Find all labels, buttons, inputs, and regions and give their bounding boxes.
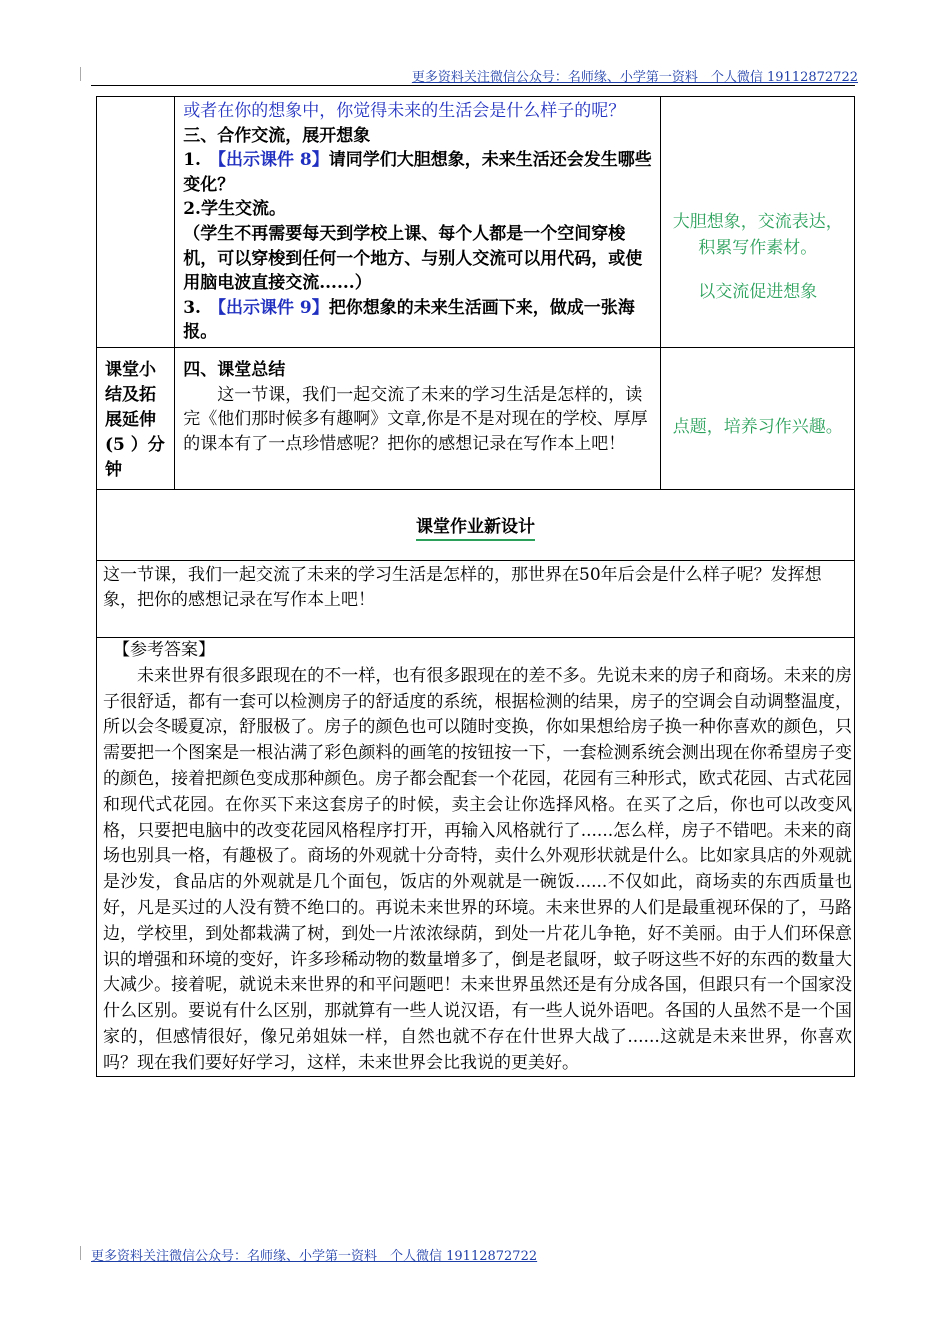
step-1-number: 1.	[183, 150, 201, 171]
intro-question: 或者在你的想象中，你觉得未来的生活会是什么样子的呢？	[183, 101, 626, 121]
header-rule	[91, 85, 855, 86]
slide-9-tag: 【出示课件 9】	[208, 297, 329, 318]
summary-label: 课堂小结及拓展延伸(5 ）分钟	[97, 347, 175, 489]
homework-text: 这一节课，我们一起交流了未来的学习生活是怎样的，那世界在50年后会是什么样子呢？发挥想象，把你的感想记录在写作本上吧！	[97, 560, 855, 637]
design-note-a: 大胆想象，交流表达，积累写作素材。	[672, 212, 843, 258]
step-3	[183, 296, 658, 345]
lesson-table	[96, 96, 855, 1077]
answer-cell	[97, 637, 855, 1077]
answer-text: 未来世界有很多跟现在的不一样，也有很多跟现在的差不多。先说未来的房子和商场。未来的房子很舒适，都有一套可以检测房子的舒适度的系统，根据检测的结果，房子的空调会自动调整温度，所以会冬暖夏凉，舒服极了。房子的颜色也可以随时变换，你如果想给房子换一种你喜欢的颜色，只需要把一个图案是一根沾满了彩色颜料的画笔的按钮按一下，一套检测系统会测出现在你希望房子变的颜色，接着把颜色变成那种颜色。房子都会配套一个花园，花园有三种形式，欧式花园、古式花园和现代式花园。在你买下来这套房子的时候，卖主会让你选择风格。在买了之后，你也可以改变风格，只要把电脑中的改变花园风格程序打开，再输入风格就行了......怎么样，房子不错吧。未来的商场也别具一格，有趣极了。商场的外观就十分奇特，卖什么外观形状就是什么。比如家具店的外观就是沙发，食品店的外观就是几个面包，饭店的外观就是一碗饭......不仅如此，商场卖的东西质量也好，凡是买过的人没有赞不绝口的。再说未来世界的环境。未来世界的人们是最重视环保的了，马路边，学校里，到处都栽满了树，到处一片浓浓绿荫，到处一片花儿争艳，好不美丽。由于人们环保意识的增强和环境的变好，许多珍稀动物的数量增多了，倒是老鼠呀，蚊子呀这些不好的东西的数量大大减少。接着呢，就说未来世界的和平问题吧！未来世界虽然还是有分成各国，但跟只有一个国家没什么区别。要说有什么区别，那就算有一些人说汉语，有一些人说外语吧。各国的人虽然不是一个国家的，但感情很好，像兄弟姐妹一样，自然也就不存在什世界大战了......这就是未来世界，你喜欢吗？现在我们要好好学习，这样，未来世界会比我说的更美好。	[103, 665, 852, 1073]
slide-8-tag: 【出示课件 8】	[208, 150, 329, 171]
step-3-text: 把你想象的未来生活画下来，做成一张海报。	[183, 297, 635, 343]
activity-content-cell	[175, 97, 661, 348]
summary-row	[97, 347, 855, 489]
homework-title-cell	[97, 489, 855, 560]
summary-text: 这一节课，我们一起交流了未来的学习生活是怎样的，读完《他们那时候多有趣啊》文章,你是不是对现在的学校、厚厚的课本有了一点珍惜感呢？把你的感想记录在写作本上吧！	[183, 384, 648, 454]
page-header[interactable]: 更多资料关注微信公众号：名师缘、小学第一资料 个人微信 19112872722	[411, 70, 858, 85]
homework-row	[97, 560, 855, 637]
page-footer[interactable]: 更多资料关注微信公众号：名师缘、小学第一资料 个人微信 19112872722	[91, 1249, 538, 1264]
homework-title-row	[97, 489, 855, 560]
activity-label-cell	[97, 97, 175, 348]
step-2: 2.学生交流。	[183, 199, 286, 220]
design-note-cell	[661, 97, 855, 348]
homework-title: 课堂作业新设计	[416, 517, 535, 541]
header-margin-mark	[80, 67, 81, 81]
summary-content-cell	[175, 347, 661, 489]
step-1-text: 请同学们大胆想象，未来生活还会发生哪些变化？	[183, 150, 652, 195]
step-2-detail: （学生不再需要每天到学校上课、每个人都是一个空间穿梭机，可以穿梭到任何一个地方、与别人交流可以用代码，或使用脑电波直接交流......）	[183, 223, 643, 294]
footer-margin-mark	[80, 1246, 81, 1260]
section-heading-4: 四、课堂总结	[183, 359, 286, 380]
design-note-b: 以交流促进想象	[698, 282, 818, 302]
summary-note: 点题，培养习作兴趣。	[661, 347, 855, 489]
section-heading-3: 三、合作交流，展开想象	[183, 125, 371, 146]
activity-row	[97, 97, 855, 348]
answer-label: 【参考答案】	[113, 639, 215, 660]
step-1	[183, 148, 658, 197]
step-3-number: 3.	[183, 297, 201, 318]
answer-row	[97, 637, 855, 1077]
